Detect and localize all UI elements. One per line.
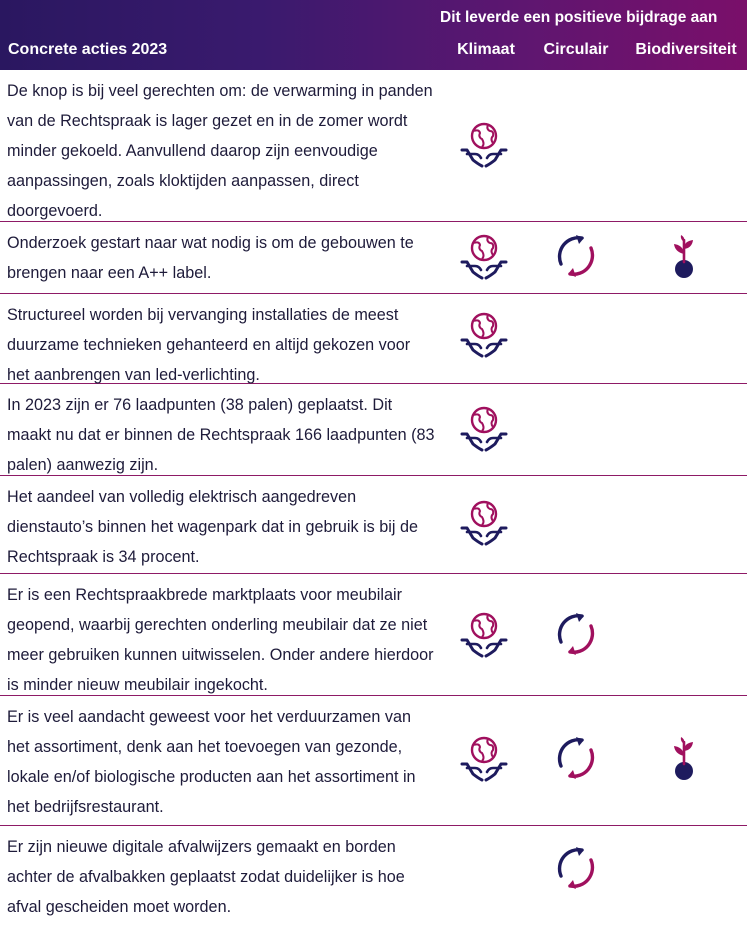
table-row — [0, 70, 747, 222]
globe-hands-icon — [460, 232, 508, 280]
table-header — [0, 0, 747, 70]
action-text: Onderzoek gestart naar wat nodig is om de gebouwen te brengen naar een A++ label. — [7, 234, 414, 282]
action-text: Structureel worden bij vervanging installaties de meest duurzame technieken gehanteerd en altijd gekozen voor het aanbrengen van led-verlichting. — [7, 306, 411, 384]
action-text: Er is een Rechtspraakbrede marktplaats voor meubilair geopend, waarbij gerechten onderling meubilair dat ze niet meer gebruiken kunnen uitwisselen. Onder andere hierdoor is minder nieuw meubilair ingekocht. — [7, 586, 434, 694]
table-row — [0, 384, 747, 476]
table-row — [0, 294, 747, 384]
action-text: De knop is bij veel gerechten om: de verwarming in panden van de Rechtspraak is lager gezet en in de zomer wordt minder gekoeld. Aanvullend daarop zijn eenvoudige aanpassingen, zoals kloktijden aanpassen, direct doorgevoerd. — [7, 82, 433, 220]
table-row — [0, 476, 747, 574]
globe-hands-icon — [460, 498, 508, 546]
recycle-arrows-icon — [552, 232, 600, 280]
table-row — [0, 696, 747, 826]
circulair-column-heading: Circulair — [543, 41, 609, 58]
table-row — [0, 826, 747, 936]
recycle-arrows-icon — [552, 610, 600, 658]
globe-hands-icon — [460, 610, 508, 658]
table-row — [0, 574, 747, 696]
action-text: In 2023 zijn er 76 laadpunten (38 palen) geplaatst. Dit maakt nu dat er binnen de Rechtspraak 166 laadpunten (83 palen) aanwezig zijn. — [7, 396, 435, 474]
action-text: Het aandeel van volledig elektrisch aangedreven dienstauto’s binnen het wagenpark dat in gebruik is bij de Rechtspraak is 34 procent. — [7, 488, 418, 566]
actions-column-heading: Concrete acties 2023 — [8, 41, 168, 58]
sprout-icon — [660, 734, 708, 782]
action-text: Er zijn nieuwe digitale afvalwijzers gemaakt en borden achter de afvalbakken geplaatst zodat duidelijker is hoe afval gescheiden moet worden. — [7, 838, 405, 916]
globe-hands-icon — [460, 310, 508, 358]
sprout-icon — [660, 232, 708, 280]
globe-hands-icon — [460, 120, 508, 168]
table-row — [0, 222, 747, 294]
biodiversiteit-column-heading: Biodiversiteit — [635, 41, 737, 58]
action-text: Er is veel aandacht geweest voor het verduurzamen van het assortiment, denk aan het toevoegen van gezonde, lokale en/of biologische producten aan het assortiment in het bedrijfsrestaurant. — [7, 708, 416, 816]
klimaat-column-heading: Klimaat — [457, 41, 515, 58]
recycle-arrows-icon — [552, 734, 600, 782]
impact-heading: Dit leverde een positieve bijdrage aan — [440, 9, 718, 26]
recycle-arrows-icon — [552, 844, 600, 892]
globe-hands-icon — [460, 734, 508, 782]
globe-hands-icon — [460, 404, 508, 452]
